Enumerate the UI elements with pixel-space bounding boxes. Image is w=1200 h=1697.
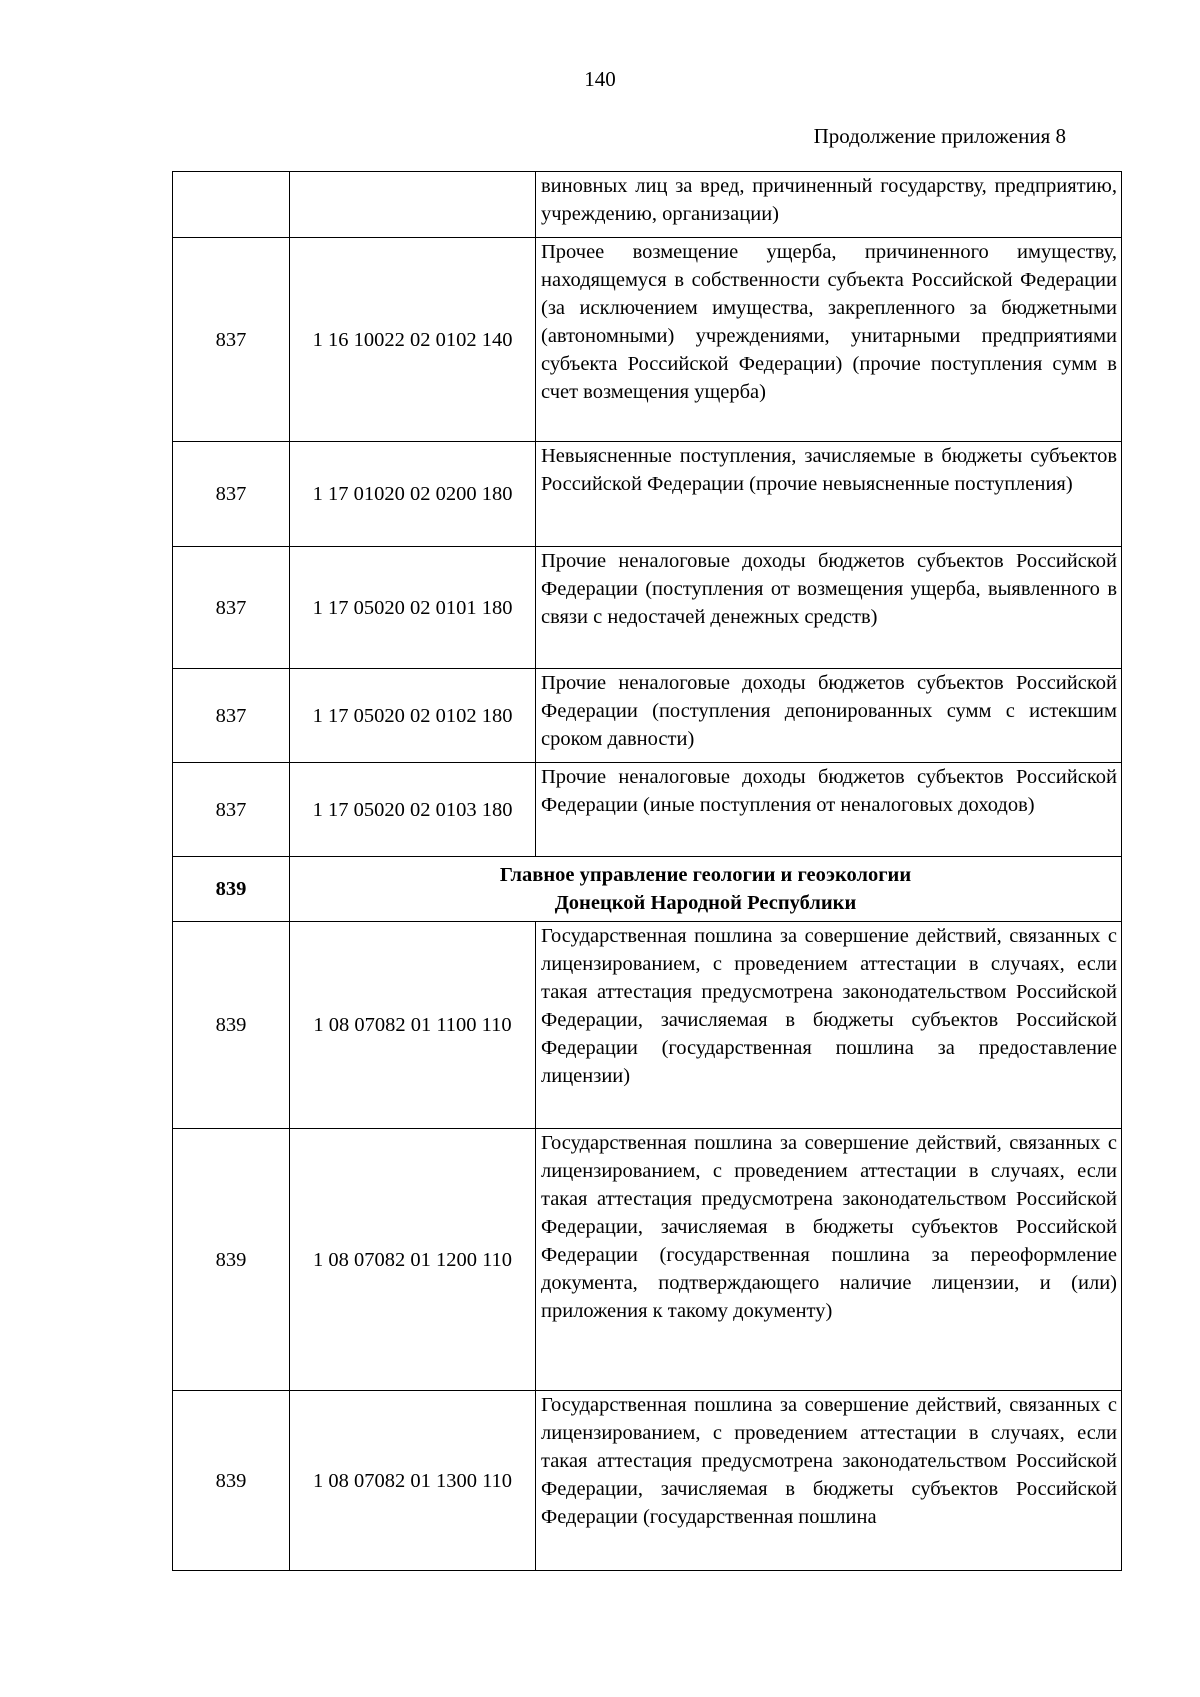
revenue-name-cell: Государственная пошлина за совершение действий, связанных с лицензированием, с проведением аттестации в случаях, если такая аттестация предусмотрена законодательством Российской Федерации, зачисляемая в бюджеты субъектов Российской Федерации (государственная пошлина за переоформление документа, подтверждающего наличие лицензии, и (или) приложения к такому документу) <box>536 1129 1122 1391</box>
admin-code-cell: 839 <box>173 1129 290 1391</box>
revenue-name-cell: Государственная пошлина за совершение действий, связанных с лицензированием, с проведением аттестации в случаях, если такая аттестация предусмотрена законодательством Российской Федерации, зачисляемая в бюджеты субъектов Российской Федерации (государственная пошлина <box>536 1391 1122 1571</box>
budget-code-cell: 1 08 07082 01 1100 110 <box>290 922 536 1129</box>
section-title-line: Главное управление геологии и геоэкологии <box>499 864 912 886</box>
budget-code-cell <box>290 172 536 238</box>
table-row <box>173 442 1122 547</box>
budget-code-cell: 1 17 05020 02 0102 180 <box>290 669 536 763</box>
admin-code-cell: 837 <box>173 442 290 547</box>
admin-code-cell: 837 <box>173 238 290 442</box>
admin-code-cell: 837 <box>173 763 290 857</box>
admin-code-cell: 839 <box>173 922 290 1129</box>
revenue-codes-table <box>172 171 1122 1571</box>
revenue-name-cell: Прочие неналоговые доходы бюджетов субъектов Российской Федерации (иные поступления от неналоговых доходов) <box>536 763 1122 857</box>
budget-code-cell: 1 17 05020 02 0101 180 <box>290 547 536 669</box>
table-row <box>173 172 1122 238</box>
revenue-name-cell: Прочие неналоговые доходы бюджетов субъектов Российской Федерации (поступления от возмещения ущерба, выявленного в связи с недостачей денежных средств) <box>536 547 1122 669</box>
table-row <box>173 1129 1122 1391</box>
page-number: 140 <box>584 67 616 91</box>
section-title <box>290 857 1122 922</box>
revenue-name-cell: виновных лиц за вред, причиненный государству, предприятию, учреждению, организации) <box>536 172 1122 238</box>
budget-code-cell: 1 17 05020 02 0103 180 <box>290 763 536 857</box>
table-row <box>173 1391 1122 1571</box>
table-row <box>173 238 1122 442</box>
table-row <box>173 547 1122 669</box>
appendix-note: Продолжение приложения 8 <box>813 124 1066 148</box>
revenue-name-cell: Прочие неналоговые доходы бюджетов субъектов Российской Федерации (поступления депонированных сумм с истекшим сроком давности) <box>536 669 1122 763</box>
budget-code-cell: 1 16 10022 02 0102 140 <box>290 238 536 442</box>
revenue-name-cell: Прочее возмещение ущерба, причиненного имуществу, находящемуся в собственности субъекта Российской Федерации (за исключением имущества, закрепленного за бюджетными (автономными) учреждениями, унитарными предприятиями субъекта Российской Федерации) (прочие поступления сумм в счет возмещения ущерба) <box>536 238 1122 442</box>
budget-code-cell: 1 17 01020 02 0200 180 <box>290 442 536 547</box>
revenue-name-cell: Невыясненные поступления, зачисляемые в бюджеты субъектов Российской Федерации (прочие невыясненные поступления) <box>536 442 1122 547</box>
table-row <box>173 669 1122 763</box>
section-header-row <box>173 857 1122 922</box>
table-row <box>173 763 1122 857</box>
table-row <box>173 922 1122 1129</box>
section-title-line: Донецкой Народной Республики <box>554 892 857 914</box>
budget-code-cell: 1 08 07082 01 1300 110 <box>290 1391 536 1571</box>
admin-code-cell <box>173 172 290 238</box>
admin-code-cell: 839 <box>173 1391 290 1571</box>
revenue-name-cell: Государственная пошлина за совершение действий, связанных с лицензированием, с проведением аттестации в случаях, если такая аттестация предусмотрена законодательством Российской Федерации, зачисляемая в бюджеты субъектов Российской Федерации (государственная пошлина за предоставление лицензии) <box>536 922 1122 1129</box>
admin-code-cell: 837 <box>173 669 290 763</box>
admin-code-cell: 837 <box>173 547 290 669</box>
budget-code-cell: 1 08 07082 01 1200 110 <box>290 1129 536 1391</box>
section-admin-code: 839 <box>173 857 290 922</box>
